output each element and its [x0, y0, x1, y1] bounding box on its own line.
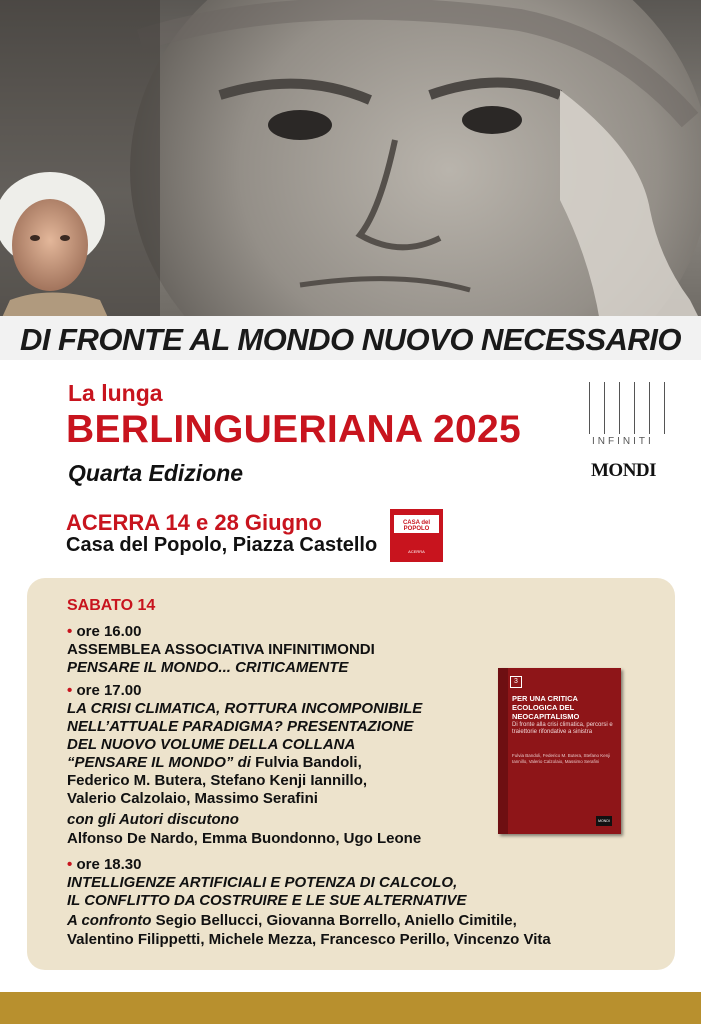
session2-time-text: ore 17.00 — [76, 682, 142, 699]
session2-author1: Fulvia Bandoli, — [255, 754, 362, 771]
session1-time-text: ore 16.00 — [76, 623, 142, 640]
book-authors: Fulvia Bandoli, Federico M. Butera, Stefano Kenji Iannillo, Valerio Calzolaio, Massimo Serafini — [512, 753, 611, 764]
bullet-icon: • — [67, 623, 73, 640]
bullet-icon: • — [67, 682, 73, 699]
session2-time — [67, 682, 141, 700]
event-title: BERLINGUERIANA 2025 — [66, 408, 522, 451]
session2-line8: Alfonso De Nardo, Emma Buondonno, Ugo Leone — [67, 830, 422, 847]
session3-line3 — [67, 912, 517, 930]
event-venue: Casa del Popolo, Piazza Castello — [66, 534, 378, 556]
casa-logo-text: CASA del POPOLO — [402, 520, 431, 532]
session3-line1: INTELLIGENZE ARTIFICIALI E POTENZA DI CALCOLO, — [67, 874, 458, 891]
session2-line3: DEL NUOVO VOLUME DELLA COLLANA — [67, 736, 356, 753]
session3-time — [67, 856, 141, 874]
book-publisher-logo: MONDI — [596, 816, 612, 826]
session2-line1: LA CRISI CLIMATICA, ROTTURA INCOMPONIBILE — [67, 700, 423, 717]
program-day: SABATO 14 — [67, 597, 156, 614]
infinitimondi-logo — [589, 382, 667, 480]
session3-names1: Segio Bellucci, Giovanna Borrello, Aniello Cimitile, — [155, 912, 517, 929]
session1-line2: PENSARE IL MONDO... CRITICAMENTE — [67, 659, 349, 676]
session2-line6: Valerio Calzolaio, Massimo Serafini — [67, 790, 318, 807]
session2-line5: Federico M. Butera, Stefano Kenji Iannillo, — [67, 772, 368, 789]
session3-confronto: A confronto — [67, 912, 152, 929]
book-title: PER UNA CRITICA ECOLOGICA DEL NEOCAPITALISMO — [512, 694, 580, 721]
session2-collana: “PENSARE IL MONDO” di — [67, 754, 251, 771]
session1-time — [67, 623, 141, 641]
event-edition: Quarta Edizione — [68, 460, 244, 486]
banner-title: DI FRONTE AL MONDO NUOVO NECESSARIO — [19, 322, 682, 357]
logo-lines — [589, 382, 667, 434]
bullet-icon: • — [67, 856, 73, 873]
session2-line4 — [67, 754, 362, 772]
session3-time-text: ore 18.30 — [76, 856, 142, 873]
casa-del-popolo-logo — [390, 509, 443, 562]
logo-infiniti-text: INFINITI — [592, 436, 654, 447]
session3-line4: Valentino Filippetti, Michele Mezza, Francesco Perillo, Vincenzo Vita — [67, 931, 551, 948]
footer-bar — [0, 992, 701, 1024]
session2-line7: con gli Autori discutono — [67, 811, 239, 828]
logo-mondi-text: MONDI — [591, 460, 657, 481]
book-subtitle: Di fronte alla crisi climatica, percorsi e traiettorie rifondative a sinistra — [512, 722, 613, 735]
book-cover — [498, 668, 621, 834]
session1-line1: ASSEMBLEA ASSOCIATIVA INFINITIMONDI — [67, 641, 375, 658]
casa-logo-sub: ACERRA — [408, 549, 425, 554]
session3-line2: IL CONFLITTO DA COSTRUIRE E LE SUE ALTERNATIVE — [67, 892, 467, 909]
session2-line2: NELL’ATTUALE PARADIGMA? PRESENTAZIONE — [67, 718, 414, 735]
hero-photo — [0, 0, 701, 322]
book-number: 3 — [510, 676, 522, 688]
book-spine — [498, 668, 508, 834]
portrait-illustration — [0, 0, 701, 322]
event-place-date: ACERRA 14 e 28 Giugno — [66, 510, 322, 535]
event-prefix: La lunga — [68, 380, 163, 406]
